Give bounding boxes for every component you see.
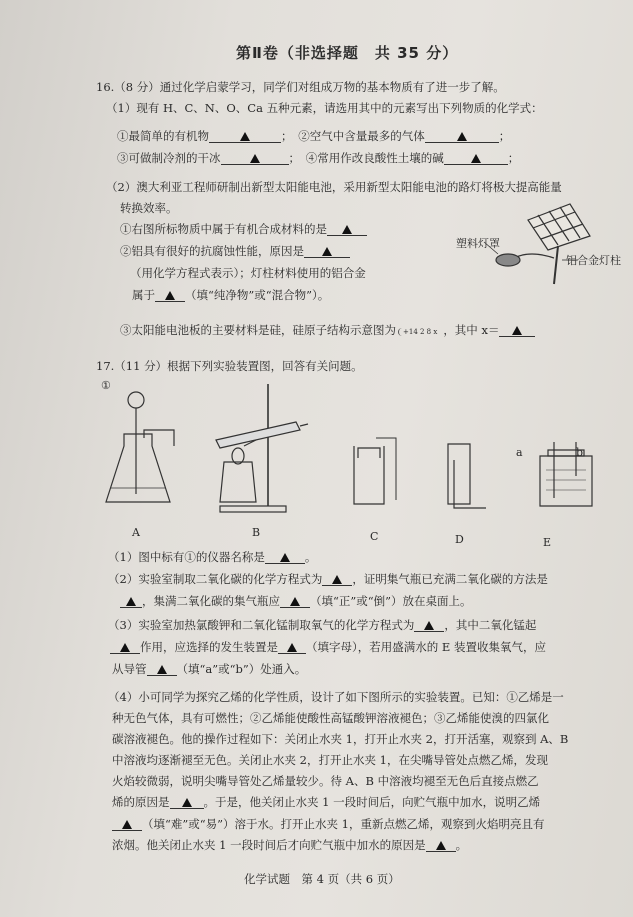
triangle-icon	[280, 553, 290, 562]
q17-p4-line3: 碳溶液褪色。他的操作过程如下：关闭止水夹 1，打开止水夹 2，打开活塞，观察到 A、B	[112, 732, 569, 746]
q17-line3	[108, 618, 536, 632]
q17-line3-end	[112, 662, 306, 676]
q16-semicolon: ；	[507, 151, 520, 165]
triangle-icon	[471, 154, 481, 163]
q16-part2-b: 转换效率。	[120, 201, 178, 215]
answer-blank[interactable]	[221, 151, 289, 165]
q17-line2	[108, 572, 548, 586]
q16-line-b	[117, 151, 519, 165]
answer-blank[interactable]	[110, 640, 140, 654]
q16-sub2-c-a: 属于	[132, 288, 155, 302]
answer-blank[interactable]	[322, 572, 352, 586]
triangle-icon	[332, 575, 342, 584]
q16-line-a	[117, 129, 510, 143]
q17-line3-c: 作用，应选择的发生装置是	[140, 640, 278, 654]
q17-p4-line6-b: 。于是，他关闭止水夹 1 一段时间后，向贮气瓶中加水，说明乙烯	[203, 795, 541, 809]
answer-blank[interactable]	[304, 244, 350, 258]
q16-item4: ； ④常用作改良酸性土壤的碱	[288, 151, 444, 165]
answer-blank[interactable]	[444, 151, 508, 165]
q17-line3-f: （填“a”或“b”）处通入。	[176, 662, 307, 676]
q17-line3-d: （填字母），若用盛满水的 E 装置收集氧气，应	[306, 640, 546, 654]
answer-blank[interactable]	[280, 594, 310, 608]
q17-line2-a: （2）实验室制取二氧化碳的化学方程式为	[108, 572, 323, 586]
triangle-icon	[290, 597, 300, 606]
q17-line3-a: （3）实验室加热氯酸钾和二氧化锰制取氧气的化学方程式为	[108, 618, 415, 632]
triangle-icon	[250, 154, 260, 163]
q16-intro: 16.（8 分）通过化学启蒙学习，同学们对组成万物的基本物质有了进一步了解。	[96, 80, 505, 94]
answer-blank[interactable]	[155, 288, 185, 302]
answer-blank[interactable]	[120, 594, 142, 608]
q16-sub2	[120, 244, 350, 258]
q17-p4-line8-text: 浓烟。他关闭止水夹 1 一段时间后才向贮气瓶中加水的原因是	[112, 838, 426, 852]
answer-blank[interactable]	[499, 323, 535, 337]
q17-p4-line4: 中溶液均逐渐褪至无色。关闭止水夹 2，打开止水夹 1，在尖嘴导管处点燃乙烯，发现	[112, 753, 548, 767]
q17-intro: 17.（11 分）根据下列实验装置图，回答有关问题。	[96, 359, 363, 373]
page-footer: 化学试题 第 4 页（共 6 页）	[244, 872, 400, 886]
answer-blank[interactable]	[112, 817, 142, 831]
q16-sub1-text: ①右图所标物质中属于有机合成材料的是	[120, 222, 327, 236]
q16-semicolon: ；	[498, 129, 511, 143]
q17-line2-b: ，证明集气瓶已充满二氧化碳的方法是	[352, 572, 548, 586]
q17-p4-line5: 火焰较微弱，说明尖嘴导管处乙烯量较少。待 A、B 中溶液均褪至无色后直接点燃乙	[112, 774, 539, 788]
triangle-icon	[512, 326, 522, 335]
q16-item3: ③可做制冷剂的干冰	[117, 151, 221, 165]
q17-line1-text: （1）图中标有①的仪器名称是	[108, 550, 265, 564]
q16-sub2-b: （用化学方程式表示）；灯柱材料使用的铝合金	[130, 266, 366, 280]
triangle-icon	[182, 798, 192, 807]
triangle-icon	[287, 643, 297, 652]
q16-item1: ①最简单的有机物	[117, 129, 209, 143]
section-title: 第Ⅱ卷（非选择题 共 35 分）	[236, 44, 459, 62]
answer-blank[interactable]	[425, 129, 499, 143]
lamp-shade-label: 塑料灯罩	[456, 237, 500, 250]
q16-sub3-a: ③太阳能电池板的主要材料是硅，硅原子结构示意图为	[120, 323, 396, 337]
q16-sub2-c-b: （填“纯净物”或“混合物”）。	[185, 288, 330, 302]
triangle-icon	[126, 597, 136, 606]
q16-item2: ； ②空气中含量最多的气体	[281, 129, 425, 143]
triangle-icon	[165, 291, 175, 300]
triangle-icon	[342, 225, 352, 234]
q17-p4-line1: （4）小可同学为探究乙烯的化学性质，设计了如下图所示的实验装置。已知：①乙烯是一	[108, 690, 564, 704]
q17-line3-b: ，其中二氧化锰起	[444, 618, 537, 632]
q17-p4-line6-a: 烯的原因是	[112, 795, 170, 809]
q17-p4-line6	[112, 795, 540, 809]
q17-line3-cont	[110, 640, 546, 654]
triangle-icon	[436, 841, 446, 850]
q16-sub2-c	[132, 288, 329, 302]
answer-blank[interactable]	[147, 662, 177, 676]
answer-blank[interactable]	[327, 222, 367, 236]
q17-line2-d: （填“正”或“倒”）放在桌面上。	[310, 594, 472, 608]
triangle-icon	[122, 820, 132, 829]
lamp-post-label: 铝合金灯柱	[566, 254, 621, 267]
apparatus-label-b: B	[252, 526, 261, 539]
triangle-icon	[157, 665, 167, 674]
q17-p4-line2: 种无色气体，具有可燃性；②乙烯能使酸性高锰酸钾溶液褪色；③乙烯能使溴的四氯化	[112, 711, 549, 725]
answer-blank[interactable]	[278, 640, 306, 654]
triangle-icon	[240, 132, 250, 141]
apparatus-marker: ①	[101, 379, 111, 392]
triangle-icon	[424, 621, 434, 630]
answer-blank[interactable]	[414, 618, 444, 632]
q16-sub1	[120, 222, 367, 236]
tube-a-label: a	[516, 446, 523, 459]
q17-line3-e: 从导管	[112, 662, 147, 676]
apparatus-label-e: E	[543, 536, 552, 549]
triangle-icon	[120, 643, 130, 652]
q17-p4-line7-text: （填“难”或“易”）溶于水。打开止水夹 1，重新点燃乙烯，观察到火焰明亮且有	[142, 817, 545, 831]
answer-blank[interactable]	[265, 550, 305, 564]
answer-blank[interactable]	[209, 129, 281, 143]
q17-line1: （1）图中标有①的仪器名称是 。	[108, 550, 317, 564]
answer-blank[interactable]	[170, 795, 204, 809]
q17-p4-line8: 浓烟。他关闭止水夹 1 一段时间后才向贮气瓶中加水的原因是 。	[112, 838, 468, 852]
triangle-icon	[457, 132, 467, 141]
q16-sub3-b: ，其中 x＝	[443, 323, 500, 337]
q16-part2-a: （2）澳大利亚工程师研制出新型太阳能电池，采用新型太阳能电池的路灯将极大提高能量	[106, 180, 562, 194]
silicon-atom-diagram: +14 2 8 x	[398, 328, 441, 336]
apparatus-label-a: A	[132, 526, 140, 539]
triangle-icon	[322, 247, 332, 256]
q16-sub2-text: ②铝具有很好的抗腐蚀性能，原因是	[120, 244, 304, 258]
tube-b-label: b	[576, 446, 584, 459]
q16-part1: （1）现有 H、C、N、O、Ca 五种元素，请选用其中的元素写出下列物质的化学式：	[106, 101, 543, 115]
answer-blank[interactable]	[426, 838, 456, 852]
apparatus-label-c: C	[370, 530, 379, 543]
q16-sub3	[120, 323, 535, 339]
q17-line2-c: ，集满二氧化碳的集气瓶应	[142, 594, 280, 608]
q17-line2-cont	[120, 594, 472, 608]
apparatus-label-d: D	[455, 533, 464, 546]
q17-p4-line7	[112, 817, 545, 831]
